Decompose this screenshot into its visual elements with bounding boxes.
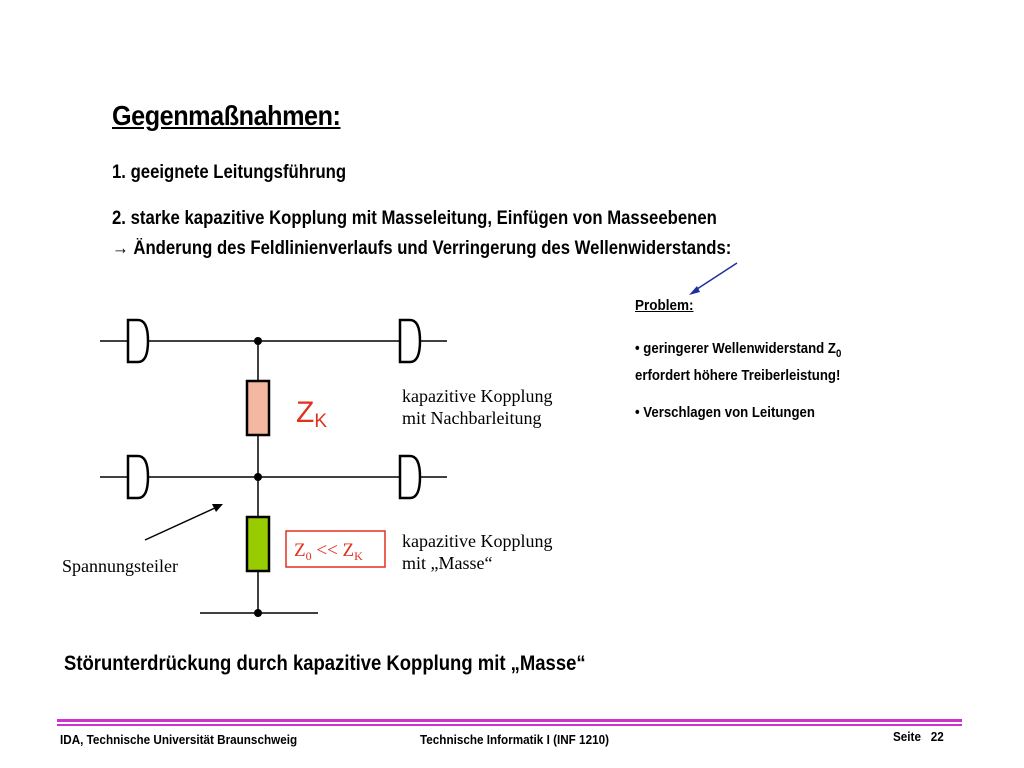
problem-item-1-subscript: 0 [835, 348, 842, 360]
spannungsteiler-arrow-icon [145, 504, 223, 540]
footer-divider-top [57, 719, 962, 722]
footer-page [893, 729, 944, 744]
junction-dot [254, 473, 262, 481]
middle-signal-line [100, 456, 447, 498]
point-2-line-1: 2. starke kapazitive Kopplung mit Masseleitung, Einfügen von Masseebenen [112, 208, 717, 229]
label-spannungsteiler: Spannungsteiler [62, 556, 178, 576]
junction-dot [254, 337, 262, 345]
label-kapazitive-masse-line-1: kapazitive Kopplung [402, 531, 553, 551]
footer-page-number: 22 [930, 729, 944, 744]
problem-item-1-text-a: • geringerer Wellenwiderstand Z [635, 340, 836, 357]
right-arrow-icon: → [112, 238, 129, 259]
resistor-z0 [247, 517, 269, 571]
footer-institution: IDA, Technische Universität Braunschweig [60, 732, 298, 747]
problem-title: Problem: [635, 297, 694, 314]
zk-label: ZK [296, 396, 328, 432]
slide-heading: Gegenmaßnahmen: [112, 100, 341, 131]
point-2-line-2-text: Änderung des Feldlinienverlaufs und Verringerung des Wellenwiderstands: [128, 238, 732, 259]
problem-item-1-text-b: erfordert höhere Treiberleistung! [635, 367, 841, 384]
footer-course: Technische Informatik I (INF 1210) [420, 732, 609, 747]
resistor-zk [247, 381, 269, 435]
label-kapazitive-nachbar-line-1: kapazitive Kopplung [402, 386, 553, 406]
problem-arrow-icon [689, 263, 737, 295]
impedance-comparison-text: $Z_0 << Z_K$ [294, 540, 363, 563]
point-1: 1. geeignete Leitungsführung [112, 162, 347, 183]
footer-page-label: Seite [893, 729, 921, 744]
junction-dot [254, 609, 262, 617]
problem-item-2: • Verschlagen von Leitungen [635, 404, 815, 421]
label-kapazitive-nachbar-line-2: mit Nachbarleitung [402, 408, 542, 428]
footer-divider-bottom [57, 724, 962, 726]
top-signal-line [100, 320, 447, 362]
summary-text: Störunterdrückung durch kapazitive Kopplung mit „Masse“ [64, 652, 586, 675]
label-kapazitive-masse [402, 530, 552, 574]
label-kapazitive-masse-line-2: mit „Masse“ [402, 553, 493, 573]
label-kapazitive-nachbar [402, 385, 552, 429]
